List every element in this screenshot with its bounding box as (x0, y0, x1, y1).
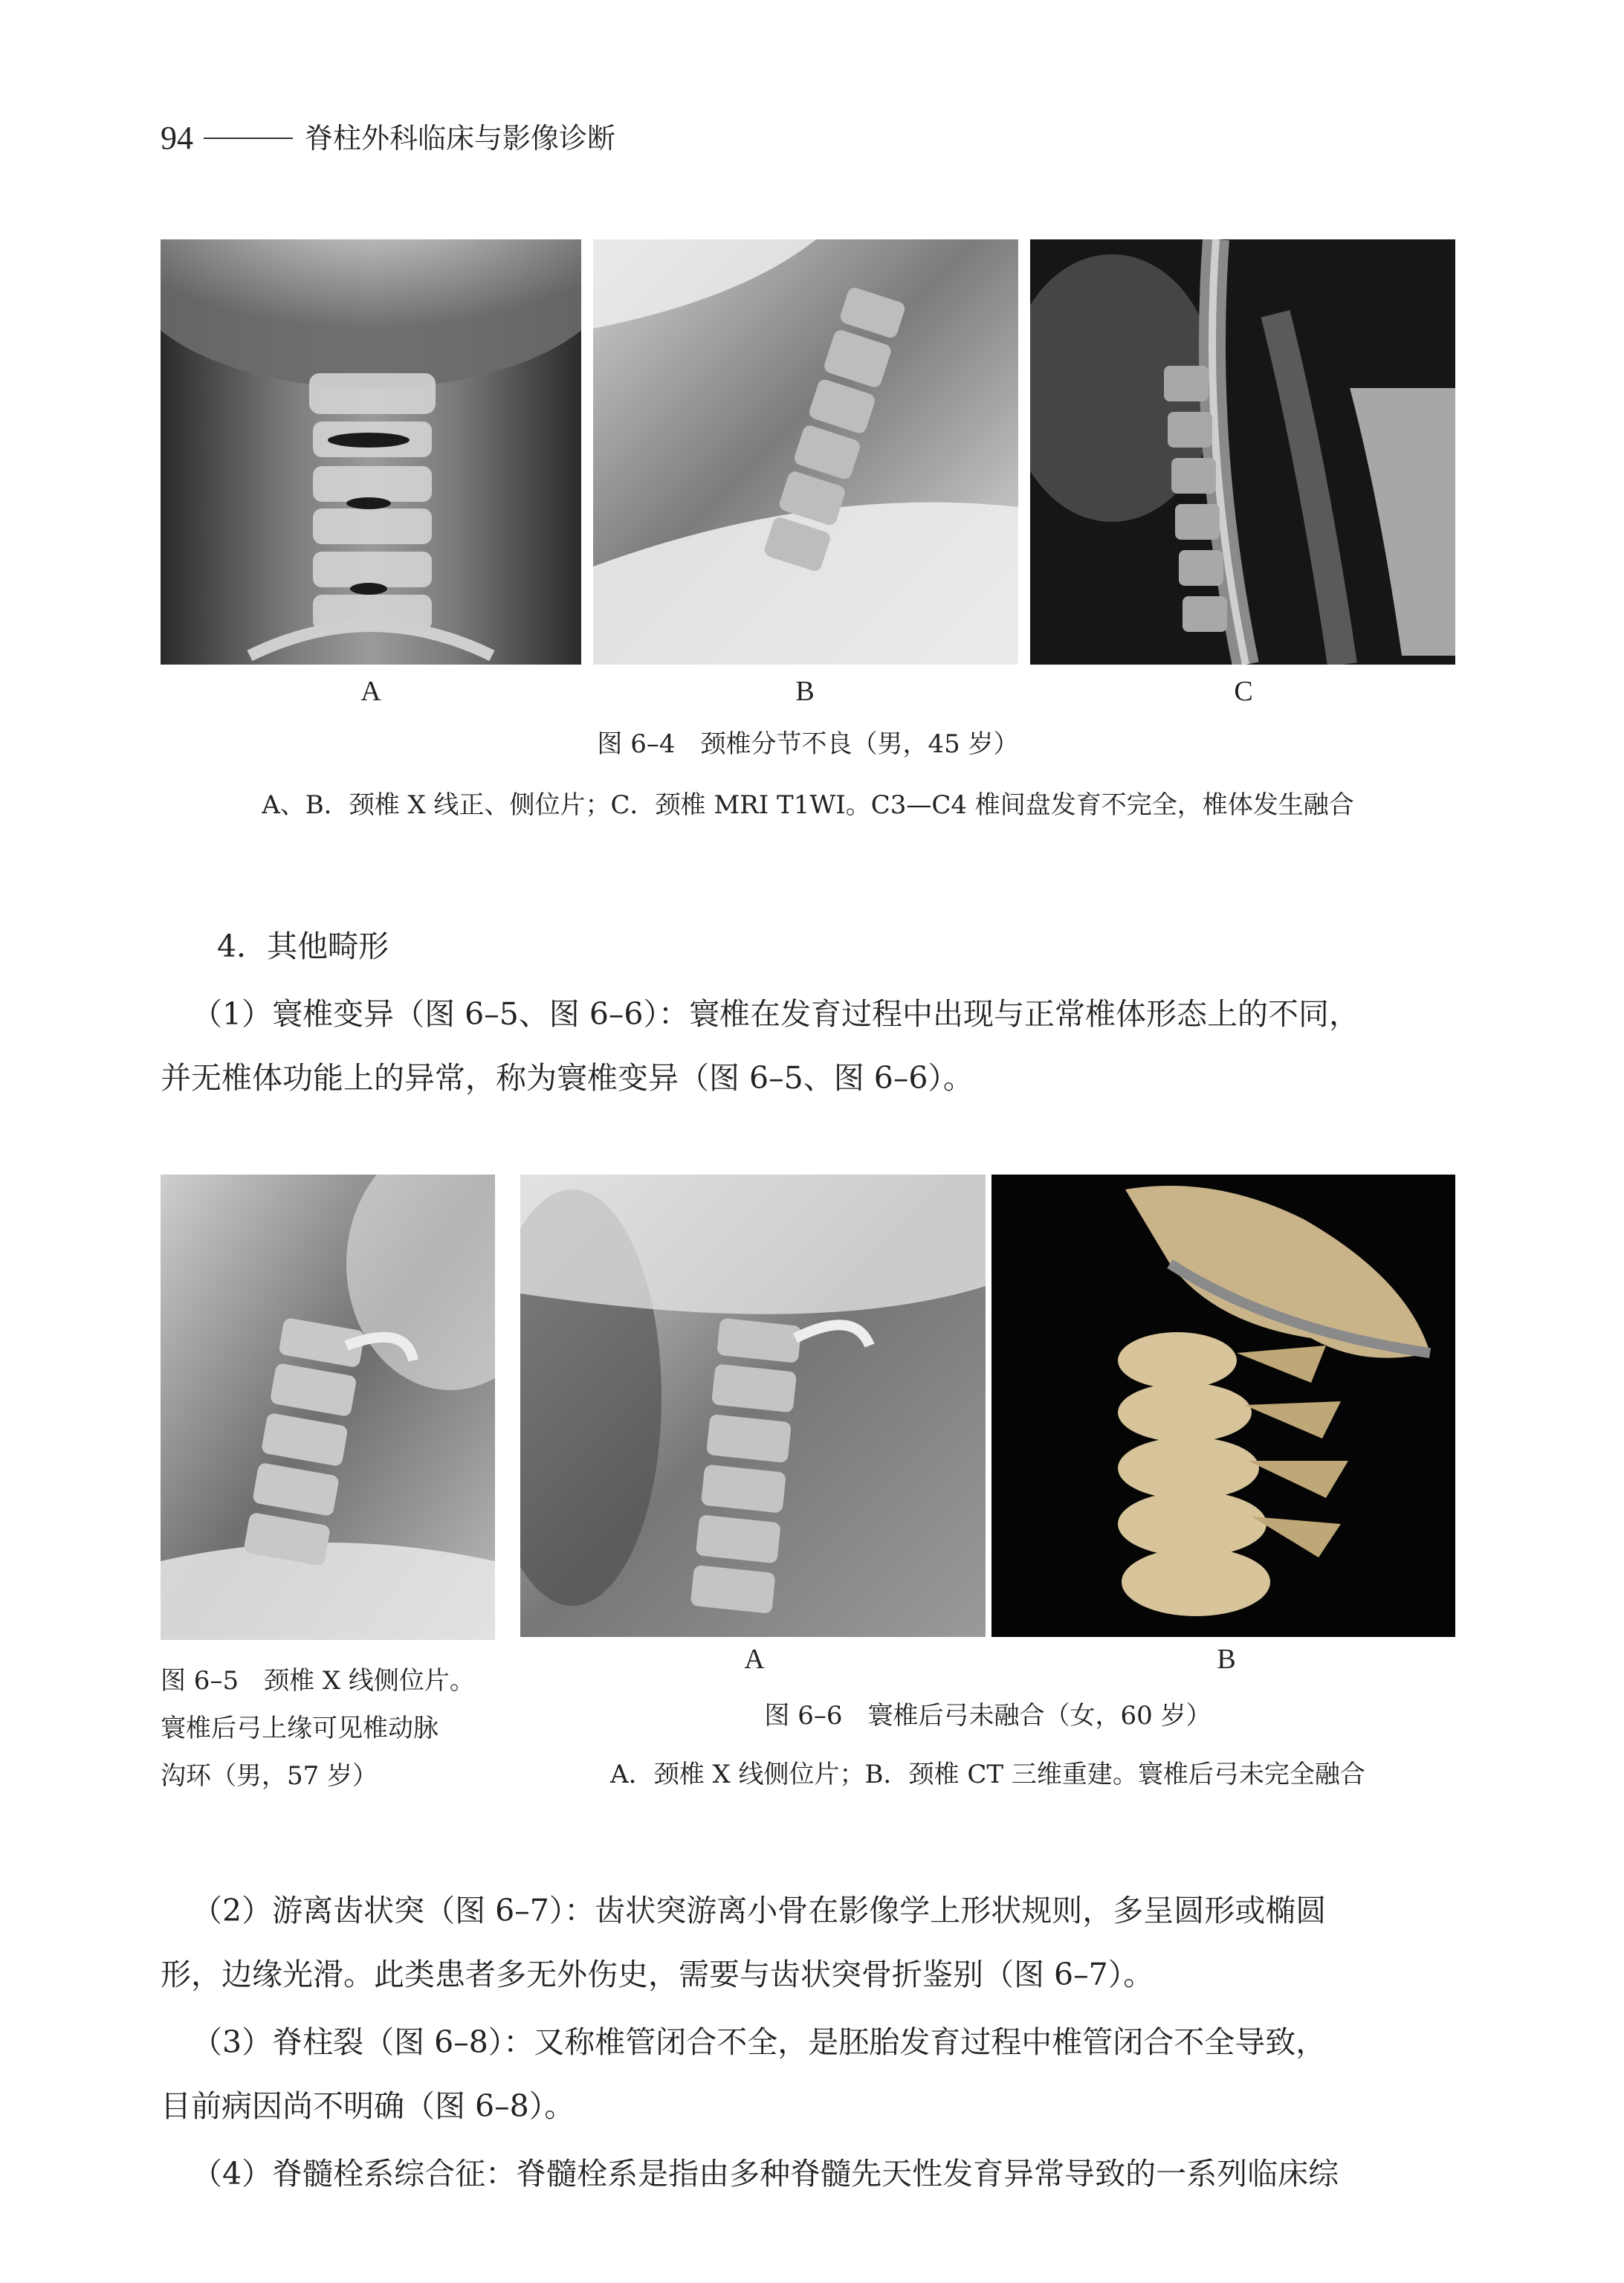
figure-6-4-panel-c-image (1030, 239, 1455, 665)
figure-6-4-panel-c-label: C (1234, 676, 1253, 707)
paragraph-1-line-2: 并无椎体功能上的异常，称为寰椎变异（图 6–5、图 6–6）。 (161, 1060, 974, 1096)
figure-6-6-panel-a-label: A (744, 1644, 765, 1675)
paragraph-3-line-1: （3）脊柱裂（图 6–8）：又称椎管闭合不全，是胚胎发育过程中椎管闭合不全导致， (192, 2024, 1327, 2060)
paragraph-3-line-2: 目前病因尚不明确（图 6–8）。 (161, 2088, 575, 2124)
figure-6-4-panel-b-label: B (795, 676, 815, 707)
figure-6-6-legend: A．颈椎 X 线侧位片；B．颈椎 CT 三维重建。寰椎后弓未完全融合 (610, 1760, 1365, 1789)
page-number: 94 (161, 120, 193, 156)
figure-6-5-image (161, 1175, 495, 1640)
figure-6-5-caption-line-1: 图 6–5 颈椎 X 线侧位片。 (161, 1666, 475, 1696)
figure-6-4-legend: A、B．颈椎 X 线正、侧位片；C．颈椎 MRI T1WI。C3—C4 椎间盘发育不完全，椎体发生融合 (262, 790, 1354, 820)
figure-6-4-title: 图 6–4 颈椎分节不良（男，45 岁） (597, 729, 1019, 759)
figure-6-6-panel-b-image (991, 1175, 1455, 1637)
book-title: 脊柱外科临床与影像诊断 (305, 122, 616, 155)
figure-6-5-caption-line-2: 寰椎后弓上缘可见椎动脉 (161, 1714, 439, 1743)
figure-6-6-title: 图 6–6 寰椎后弓未融合（女，60 岁） (764, 1701, 1211, 1731)
figure-6-4-panel-a-image (161, 239, 581, 665)
header-rule (204, 138, 293, 139)
figure-6-6-panel-a-image (520, 1175, 986, 1637)
paragraph-2-line-2: 形，边缘光滑。此类患者多无外伤史，需要与齿状突骨折鉴别（图 6–7）。 (161, 1957, 1154, 1992)
paragraph-4-line-1: （4）脊髓栓系综合征：脊髓栓系是指由多种脊髓先天性发育异常导致的一系列临床综 (192, 2156, 1339, 2192)
figure-6-6-panel-b-label: B (1217, 1644, 1236, 1675)
section-heading: 4．其他畸形 (217, 929, 389, 964)
figure-6-4-panel-b-image (593, 239, 1018, 665)
figure-6-5-caption-line-3: 沟环（男，57 岁） (161, 1761, 378, 1791)
figure-6-4-panel-a-label: A (360, 676, 381, 707)
running-header (161, 117, 615, 159)
paragraph-2-line-1: （2）游离齿状突（图 6–7）：齿状突游离小骨在影像学上形状规则，多呈圆形或椭圆 (192, 1893, 1327, 1928)
paragraph-1-line-1: （1）寰椎变异（图 6–5、图 6–6）：寰椎在发育过程中出现与正常椎体形态上的不同， (192, 996, 1359, 1032)
